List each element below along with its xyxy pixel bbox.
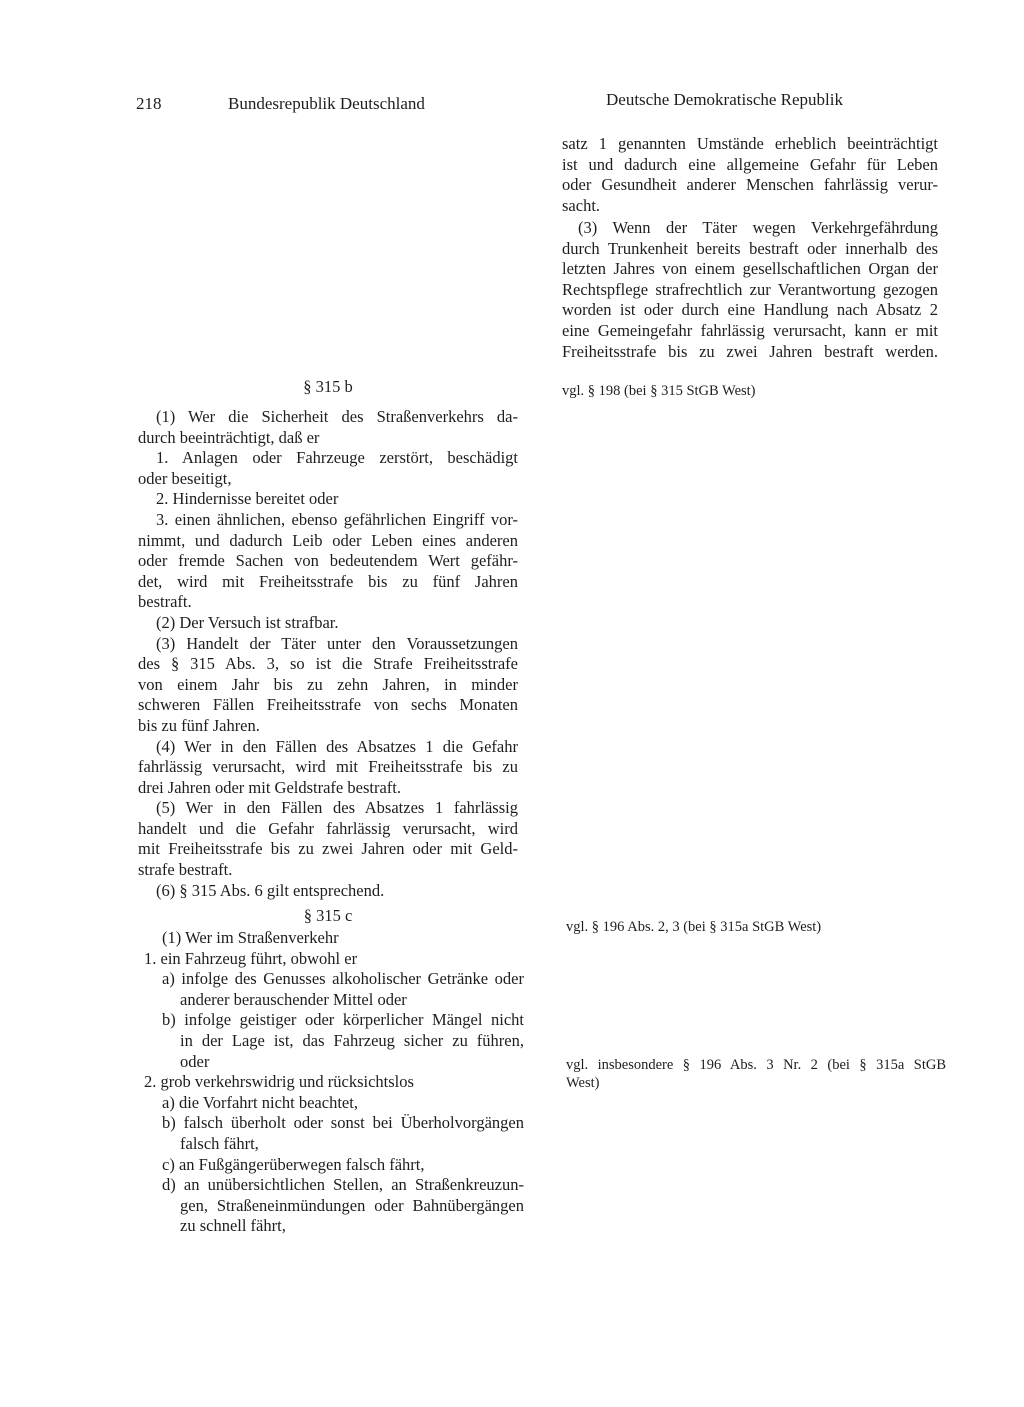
text-line: vgl. insbesondere § 196 Abs. 3 Nr. 2 (bei § 315a StGB [566, 1057, 946, 1073]
text-line: fahrlässig verursacht, wird mit Freiheitsstrafe bis zu [138, 757, 518, 777]
text-line: (3) Handelt der Täter unter den Voraussetzungen [156, 633, 518, 653]
section-heading-315c: § 315 c [303, 906, 353, 925]
text-line: sacht. [562, 195, 601, 215]
text-line: nimmt, und dadurch Leib oder Leben eines anderen [138, 530, 518, 550]
text-line: b) falsch überholt oder sonst bei Überholvorgängen [162, 1113, 524, 1133]
text-line: d) an unübersichtlichen Stellen, an Straßenkreuzun- [162, 1175, 524, 1195]
text-line: mit Freiheitsstrafe bis zu zwei Jahren oder mit Geld- [138, 839, 518, 859]
text-line: 3. einen ähnlichen, ebenso gefährlichen Eingriff vor- [156, 509, 518, 529]
text-line: durch Trunkenheit bereits bestraft oder innerhalb des [562, 238, 938, 258]
text-line: 1. Anlagen oder Fahrzeuge zerstört, beschädigt [156, 448, 518, 468]
text-line: a) infolge des Genusses alkoholischer Getränke oder [162, 969, 524, 989]
text-line: oder Gesundheit anderer Menschen fahrlässig verur- [562, 175, 938, 195]
text-line: in der Lage ist, das Fahrzeug sicher zu führen, [180, 1030, 524, 1050]
comparison-note-315c: vgl. § 196 Abs. 2, 3 (bei § 315a StGB West) [566, 919, 822, 935]
left-running-title: Bundesrepublik Deutschland [228, 94, 425, 113]
text-line: letzten Jahres von einem gesellschaftlichen Organ der [562, 259, 938, 279]
text-line: strafe bestraft. [138, 860, 233, 880]
text-line: West) [566, 1075, 600, 1091]
text-line: (1) Wer die Sicherheit des Straßenverkehrs da- [156, 407, 518, 426]
text-line: 2. Hindernisse bereitet oder [156, 489, 339, 509]
text-line: schweren Fällen Freiheitsstrafe von sechs Monaten [138, 695, 518, 715]
text-line: ist und dadurch eine allgemeine Gefahr für Leben [562, 154, 938, 174]
text-line: gen, Straßeneinmündungen oder Bahnübergängen [180, 1195, 524, 1215]
page-number: 218 [136, 94, 162, 113]
text-line: a) die Vorfahrt nicht beachtet, [162, 1092, 358, 1112]
text-line: durch beeinträchtigt, daß er [138, 427, 320, 447]
text-line: oder beseitigt, [138, 468, 232, 488]
text-line: (1) Wer im Straßenverkehr [162, 928, 339, 947]
section-315b-body [138, 407, 518, 901]
text-line: c) an Fußgängerüberwegen falsch fährt, [162, 1154, 425, 1174]
text-line: (2) Der Versuch ist strafbar. [156, 612, 339, 632]
text-line: 1. ein Fahrzeug führt, obwohl er [144, 948, 358, 968]
text-line: worden ist oder durch eine Handlung nach Absatz 2 [562, 300, 938, 320]
comparison-note-315b: vgl. § 198 (bei § 315 StGB West) [562, 383, 756, 399]
text-line: drei Jahren oder mit Geldstrafe bestraft. [138, 777, 401, 797]
text-line: des § 315 Abs. 3, so ist die Strafe Freiheitsstrafe [138, 654, 518, 674]
text-line: oder fremde Sachen von bedeutendem Wert gefähr- [138, 551, 518, 571]
text-line: Freiheitsstrafe bis zu zwei Jahren bestraft werden. [562, 341, 938, 361]
text-line: det, wird mit Freiheitsstrafe bis zu fünf Jahren [138, 571, 518, 591]
text-line: eine Gemeingefahr fahrlässig verursacht, kann er mit [562, 320, 938, 340]
comparison-note-315c-2 [566, 1056, 946, 1092]
text-line: bis zu fünf Jahren. [138, 715, 260, 735]
right-column-block-1 [562, 134, 938, 216]
text-line: (4) Wer in den Fällen des Absatzes 1 die Gefahr [156, 736, 518, 756]
text-line: b) infolge geistiger oder körperlicher Mängel nicht [162, 1010, 524, 1030]
text-line: (5) Wer in den Fällen des Absatzes 1 fahrlässig [156, 798, 518, 818]
text-line: bestraft. [138, 592, 192, 612]
text-line: oder [180, 1051, 210, 1071]
text-line: (3) Wenn der Täter wegen Verkehrgefährdung [578, 218, 938, 237]
text-line: von einem Jahr bis zu zehn Jahren, in minder [138, 674, 518, 694]
text-line: Rechtspflege strafrechtlich zur Verantwortung gezogen [562, 279, 938, 299]
right-column-paragraph-3 [562, 218, 938, 362]
text-line: (6) § 315 Abs. 6 gilt entsprechend. [156, 880, 385, 900]
text-line: satz 1 genannten Umstände erheblich beeinträchtigt [562, 134, 938, 153]
text-line: anderer berauschender Mittel oder [180, 989, 407, 1009]
text-line: handelt und die Gefahr fahrlässig verursacht, wird [138, 818, 518, 838]
section-315c-body [144, 928, 524, 1237]
section-heading-315b: § 315 b [303, 377, 353, 396]
right-running-title: Deutsche Demokratische Republik [606, 90, 843, 109]
text-line: falsch fährt, [180, 1133, 259, 1153]
text-line: 2. grob verkehrswidrig und rücksichtslos [144, 1072, 414, 1092]
text-line: zu schnell fährt, [180, 1216, 286, 1236]
